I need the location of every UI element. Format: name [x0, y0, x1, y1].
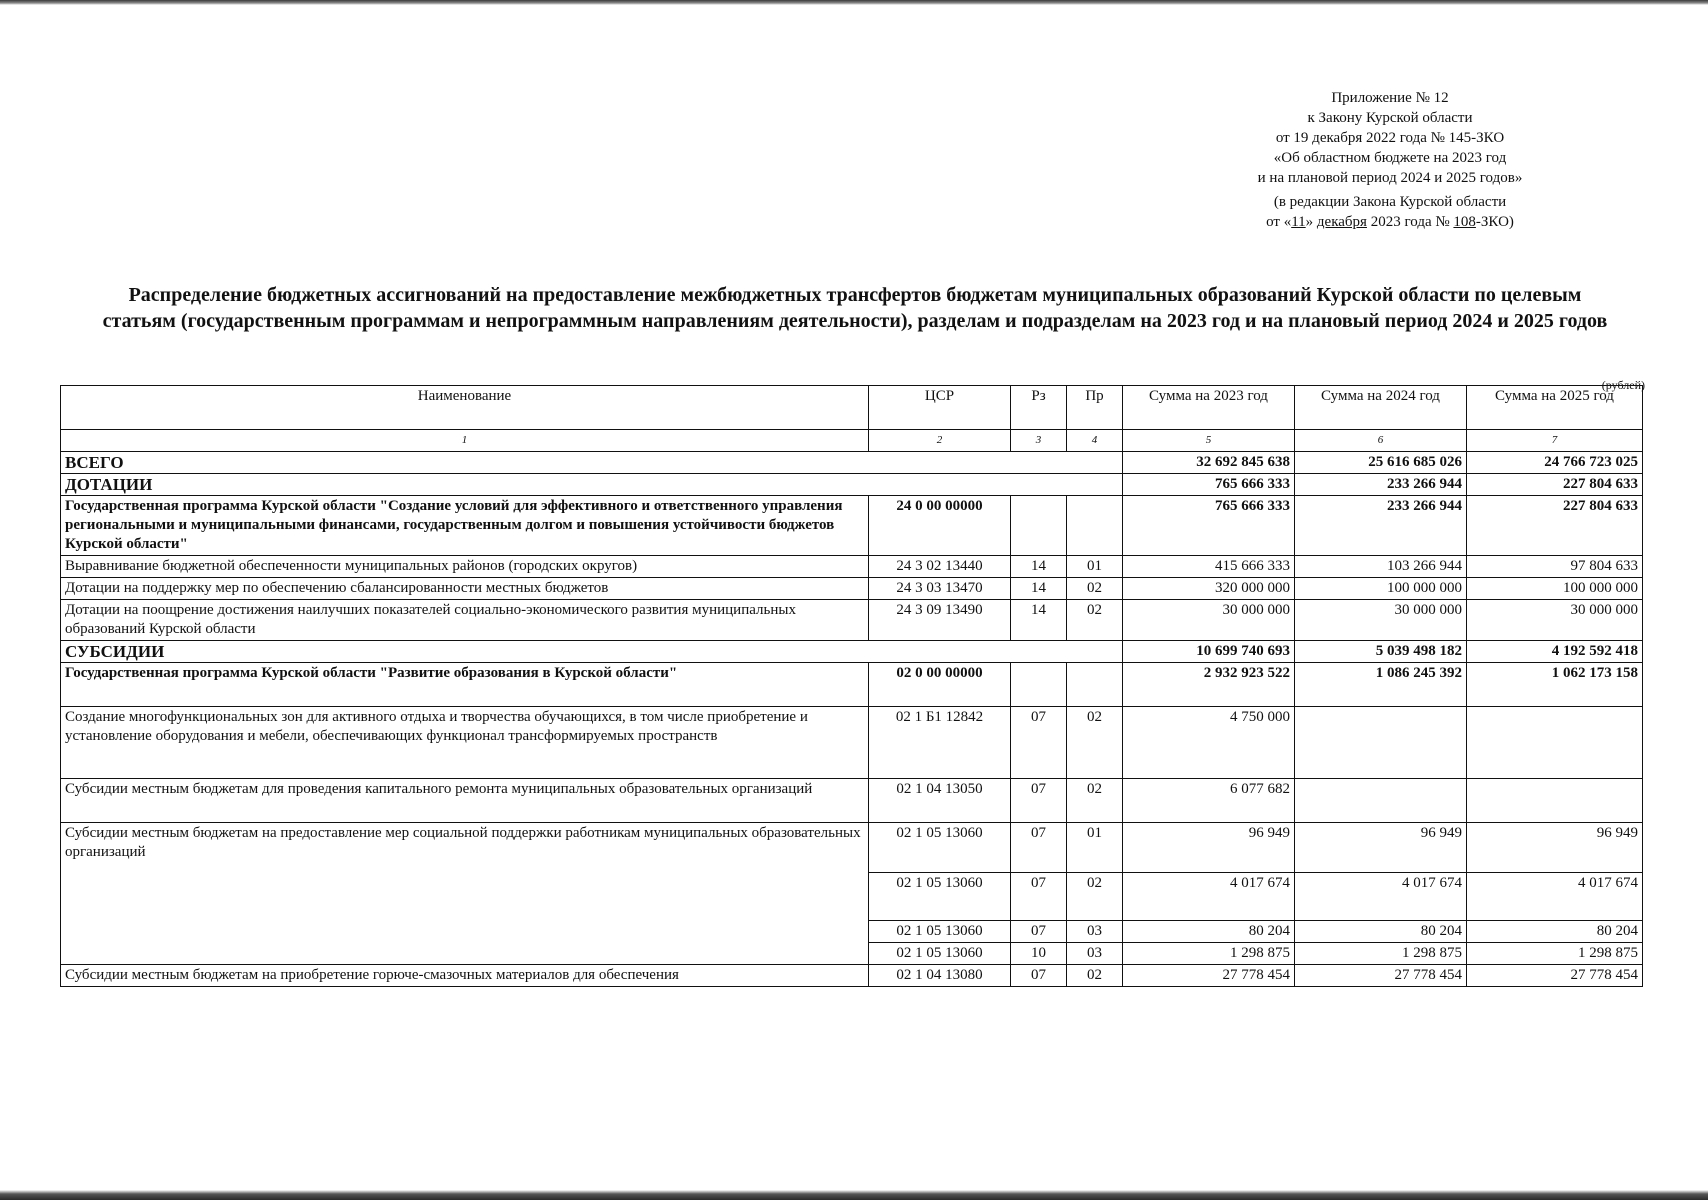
row-name: Государственная программа Курской области "Развитие образования в Курской области"	[61, 663, 869, 707]
pr-code	[1067, 663, 1123, 707]
amount-2024: 1 086 245 392	[1295, 663, 1467, 707]
column-number: 5	[1123, 430, 1295, 452]
amendment-month: декабря	[1316, 214, 1367, 230]
text: от «	[1266, 214, 1292, 230]
amount-2024: 100 000 000	[1295, 578, 1467, 600]
column-number: 6	[1295, 430, 1467, 452]
amount-2025: 227 804 633	[1467, 496, 1643, 556]
amount-2025: 30 000 000	[1467, 600, 1643, 641]
row-name: Государственная программа Курской области "Создание условий для эффективного и ответственного управления региональными и муниципальными финансами, государственным долгом и повышения устойчивости бюджетов Курской области"	[61, 496, 869, 556]
rz-code: 07	[1011, 873, 1067, 921]
header-2023: Сумма на 2023 год	[1123, 386, 1295, 430]
row-name: Дотации на поддержку мер по обеспечению сбалансированности местных бюджетов	[61, 578, 869, 600]
amount-2024: 80 204	[1295, 921, 1467, 943]
amount-2025: 1 298 875	[1467, 943, 1643, 965]
amount-2025: 24 766 723 025	[1467, 452, 1643, 474]
csr-code: 24 3 03 13470	[869, 578, 1011, 600]
rz-code: 07	[1011, 921, 1067, 943]
amount-2024: 233 266 944	[1295, 496, 1467, 556]
amount-2025	[1467, 707, 1643, 779]
pr-code: 02	[1067, 873, 1123, 921]
section-row-dotacii	[61, 474, 1643, 496]
rz-code: 14	[1011, 578, 1067, 600]
row-name: Субсидии местным бюджетам на предоставление мер социальной поддержки работникам муниципальных образовательных организаций	[61, 823, 869, 965]
column-number: 1	[61, 430, 869, 452]
csr-code: 24 3 09 13490	[869, 600, 1011, 641]
appendix-line: и на плановой период 2024 и 2025 годов»	[1257, 170, 1523, 186]
csr-code: 02 1 04 13080	[869, 965, 1011, 987]
amendment-number: 108	[1453, 214, 1476, 230]
amount-2023: 4 017 674	[1123, 873, 1295, 921]
amount-2023: 765 666 333	[1123, 474, 1295, 496]
row-name: Создание многофункциональных зон для активного отдыха и творчества обучающихся, в том числе приобретение и установление оборудования и мебели, обеспечивающих функционал трансформируемых пространств	[61, 707, 869, 779]
units-label: (рублей)	[1601, 378, 1645, 392]
amount-2023: 32 692 845 638	[1123, 452, 1295, 474]
appendix-amendment-line	[1180, 212, 1600, 232]
amount-2023: 6 077 682	[1123, 779, 1295, 823]
amount-2024: 103 266 944	[1295, 556, 1467, 578]
row-name: Субсидии местным бюджетам на приобретение горюче-смазочных материалов для обеспечения	[61, 965, 869, 987]
header-rz: Рз	[1011, 386, 1067, 430]
appendix-line: к Закону Курской области	[1307, 110, 1473, 126]
rz-code	[1011, 663, 1067, 707]
amount-2023: 80 204	[1123, 921, 1295, 943]
pr-code: 01	[1067, 823, 1123, 873]
amount-2025: 97 804 633	[1467, 556, 1643, 578]
appendix-line: от 19 декабря 2022 года № 145-ЗКО	[1275, 130, 1505, 146]
table-row	[61, 707, 1643, 779]
row-name: ВСЕГО	[61, 452, 1123, 474]
amount-2024: 5 039 498 182	[1295, 641, 1467, 663]
csr-code: 02 1 Б1 12842	[869, 707, 1011, 779]
table-row	[61, 965, 1643, 987]
pr-code: 03	[1067, 921, 1123, 943]
amount-2024: 30 000 000	[1295, 600, 1467, 641]
program-row	[61, 496, 1643, 556]
appendix-line: Приложение № 12	[1331, 90, 1449, 106]
budget-table	[60, 385, 1643, 987]
row-name: Субсидии местным бюджетам для проведения капитального ремонта муниципальных образовательных организаций	[61, 779, 869, 823]
document-title: Распределение бюджетных ассигнований на предоставление межбюджетных трансфертов бюджетам муниципальных образований Курской области по целевым статьям (государственным программам и непрограммным направлениям деятельности), разделам и подразделам на 2023 год и на плановый период 2024 и 2025 годов	[102, 284, 1608, 332]
amount-2024: 25 616 685 026	[1295, 452, 1467, 474]
column-number: 4	[1067, 430, 1123, 452]
column-number: 2	[869, 430, 1011, 452]
scan-edge-top	[0, 0, 1708, 5]
amount-2023: 4 750 000	[1123, 707, 1295, 779]
total-row	[61, 452, 1643, 474]
appendix-header	[1180, 88, 1600, 232]
header-name: Наименование	[61, 386, 869, 430]
column-number: 7	[1467, 430, 1643, 452]
rz-code: 10	[1011, 943, 1067, 965]
pr-code: 02	[1067, 965, 1123, 987]
amount-2023: 2 932 923 522	[1123, 663, 1295, 707]
text: 2023 года №	[1366, 214, 1454, 230]
amount-2025: 1 062 173 158	[1467, 663, 1643, 707]
amount-2023: 320 000 000	[1123, 578, 1295, 600]
amount-2023: 765 666 333	[1123, 496, 1295, 556]
pr-code: 01	[1067, 556, 1123, 578]
section-row-subsidii	[61, 641, 1643, 663]
table-header-row	[61, 386, 1643, 430]
amount-2024: 4 017 674	[1295, 873, 1467, 921]
amount-2025: 4 017 674	[1467, 873, 1643, 921]
amount-2024: 233 266 944	[1295, 474, 1467, 496]
text: -ЗКО)	[1475, 214, 1514, 230]
amount-2023: 10 699 740 693	[1123, 641, 1295, 663]
amount-2025: 27 778 454	[1467, 965, 1643, 987]
amount-2024: 27 778 454	[1295, 965, 1467, 987]
row-name: Дотации на поощрение достижения наилучших показателей социально-экономического развития муниципальных образований Курской области	[61, 600, 869, 641]
row-name: ДОТАЦИИ	[61, 474, 1123, 496]
amount-2025: 100 000 000	[1467, 578, 1643, 600]
table-row	[61, 823, 1643, 873]
amount-2025: 96 949	[1467, 823, 1643, 873]
header-pr: Пр	[1067, 386, 1123, 430]
program-row	[61, 663, 1643, 707]
pr-code: 02	[1067, 600, 1123, 641]
csr-code: 24 0 00 00000	[869, 496, 1011, 556]
csr-code: 02 0 00 00000	[869, 663, 1011, 707]
csr-code: 24 3 02 13440	[869, 556, 1011, 578]
header-2024: Сумма на 2024 год	[1295, 386, 1467, 430]
table-row	[61, 556, 1643, 578]
appendix-line: (в редакции Закона Курской области	[1273, 194, 1507, 210]
rz-code	[1011, 496, 1067, 556]
amount-2025: 80 204	[1467, 921, 1643, 943]
header-2025: Сумма на 2025 год	[1467, 386, 1643, 430]
amount-2023: 27 778 454	[1123, 965, 1295, 987]
amount-2024: 96 949	[1295, 823, 1467, 873]
pr-code	[1067, 496, 1123, 556]
text: »	[1305, 214, 1317, 230]
rz-code: 14	[1011, 600, 1067, 641]
appendix-line: «Об областном бюджете на 2023 год	[1273, 150, 1507, 166]
column-number: 3	[1011, 430, 1067, 452]
rz-code: 07	[1011, 965, 1067, 987]
table-row	[61, 600, 1643, 641]
pr-code: 02	[1067, 707, 1123, 779]
row-name: СУБСИДИИ	[61, 641, 1123, 663]
amount-2023: 96 949	[1123, 823, 1295, 873]
amount-2023: 30 000 000	[1123, 600, 1295, 641]
amount-2024: 1 298 875	[1295, 943, 1467, 965]
amount-2024	[1295, 779, 1467, 823]
csr-code: 02 1 05 13060	[869, 873, 1011, 921]
amount-2025	[1467, 779, 1643, 823]
amount-2023: 415 666 333	[1123, 556, 1295, 578]
table-row	[61, 578, 1643, 600]
column-number-row	[61, 430, 1643, 452]
rz-code: 07	[1011, 779, 1067, 823]
amount-2025: 227 804 633	[1467, 474, 1643, 496]
rz-code: 07	[1011, 823, 1067, 873]
row-name: Выравнивание бюджетной обеспеченности муниципальных районов (городских округов)	[61, 556, 869, 578]
csr-code: 02 1 05 13060	[869, 823, 1011, 873]
csr-code: 02 1 05 13060	[869, 921, 1011, 943]
pr-code: 02	[1067, 779, 1123, 823]
amount-2024	[1295, 707, 1467, 779]
csr-code: 02 1 05 13060	[869, 943, 1011, 965]
rz-code: 07	[1011, 707, 1067, 779]
csr-code: 02 1 04 13050	[869, 779, 1011, 823]
rz-code: 14	[1011, 556, 1067, 578]
table-row	[61, 779, 1643, 823]
pr-code: 03	[1067, 943, 1123, 965]
scan-edge-bottom	[0, 1190, 1708, 1200]
amount-2023: 1 298 875	[1123, 943, 1295, 965]
pr-code: 02	[1067, 578, 1123, 600]
amount-2025: 4 192 592 418	[1467, 641, 1643, 663]
amendment-day: 11	[1291, 214, 1306, 230]
header-csr: ЦСР	[869, 386, 1011, 430]
